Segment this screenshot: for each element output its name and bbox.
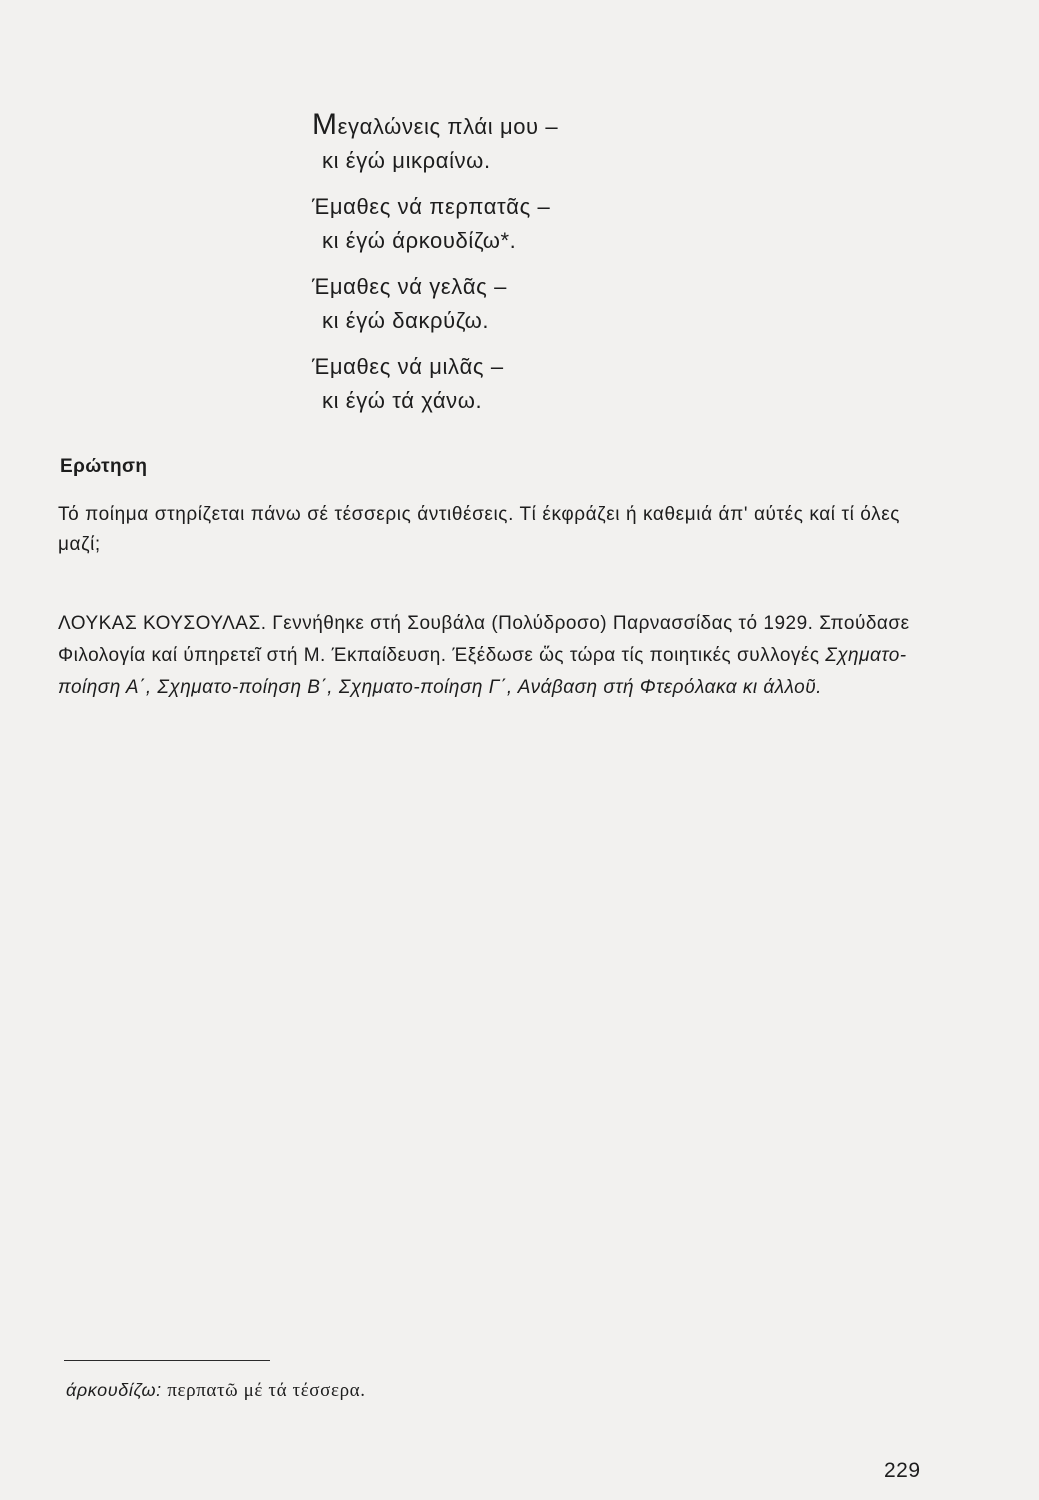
question-heading: Ερώτηση bbox=[60, 456, 148, 477]
poem-line: κι έγώ τά χάνω. bbox=[322, 388, 483, 413]
poem-line: Έμαθες νά μιλᾶς – bbox=[312, 354, 504, 379]
poem-line: κι έγώ μικραίνω. bbox=[322, 148, 491, 173]
footnote-definition: περπατῶ μέ τά τέσσερα. bbox=[167, 1380, 366, 1401]
poem-stanza bbox=[312, 350, 732, 418]
author-bio-text: ΛΟΥΚΑΣ ΚΟΥΣΟΥΛΑΣ. Γεννήθηκε στή Σουβάλα (Πολύδροσο) Παρνασσίδας τό 1929. Σπούδασε Φιλολογία καί ύπηρετεῖ στή Μ. Έκπαίδευση. Έξέδωσε ὥς τώρα τίς ποιητικές συλλογές bbox=[58, 613, 910, 666]
poem-line-text: εγαλώνεις πλάι μου – bbox=[337, 114, 559, 139]
poem-line bbox=[312, 108, 732, 144]
author-works: Σχηματο-ποίηση Α΄, Σχηματο-ποίηση Β΄, Σχηματο-ποίηση Γ΄, Ανάβαση στή Φτερόλακα κι άλλοῦ. bbox=[58, 645, 907, 698]
page-number: 229 bbox=[884, 1459, 921, 1482]
poem-line: Έμαθες νά γελᾶς – bbox=[312, 274, 507, 299]
author-bio bbox=[58, 608, 928, 704]
poem-stanza bbox=[312, 190, 732, 258]
poem-stanza bbox=[312, 270, 732, 338]
poem-stanza bbox=[312, 108, 732, 178]
poem-line: κι έγώ άρκουδίζω*. bbox=[322, 228, 517, 253]
poem-line: κι έγώ δακρύζω. bbox=[322, 308, 490, 333]
drop-cap: Μ bbox=[312, 108, 338, 141]
footnote-divider bbox=[64, 1360, 270, 1361]
question-text: Τό ποίημα στηρίζεται πάνω σέ τέσσερις άντιθέσεις. Τί έκφράζει ή καθεμιά άπ' αύτές καί τί όλες μαζί; bbox=[58, 504, 901, 555]
poem-line: Έμαθες νά περπατᾶς – bbox=[312, 194, 551, 219]
footnote-term: άρκουδίζω: bbox=[66, 1380, 162, 1400]
footnote bbox=[66, 1380, 366, 1402]
poem bbox=[312, 108, 732, 430]
